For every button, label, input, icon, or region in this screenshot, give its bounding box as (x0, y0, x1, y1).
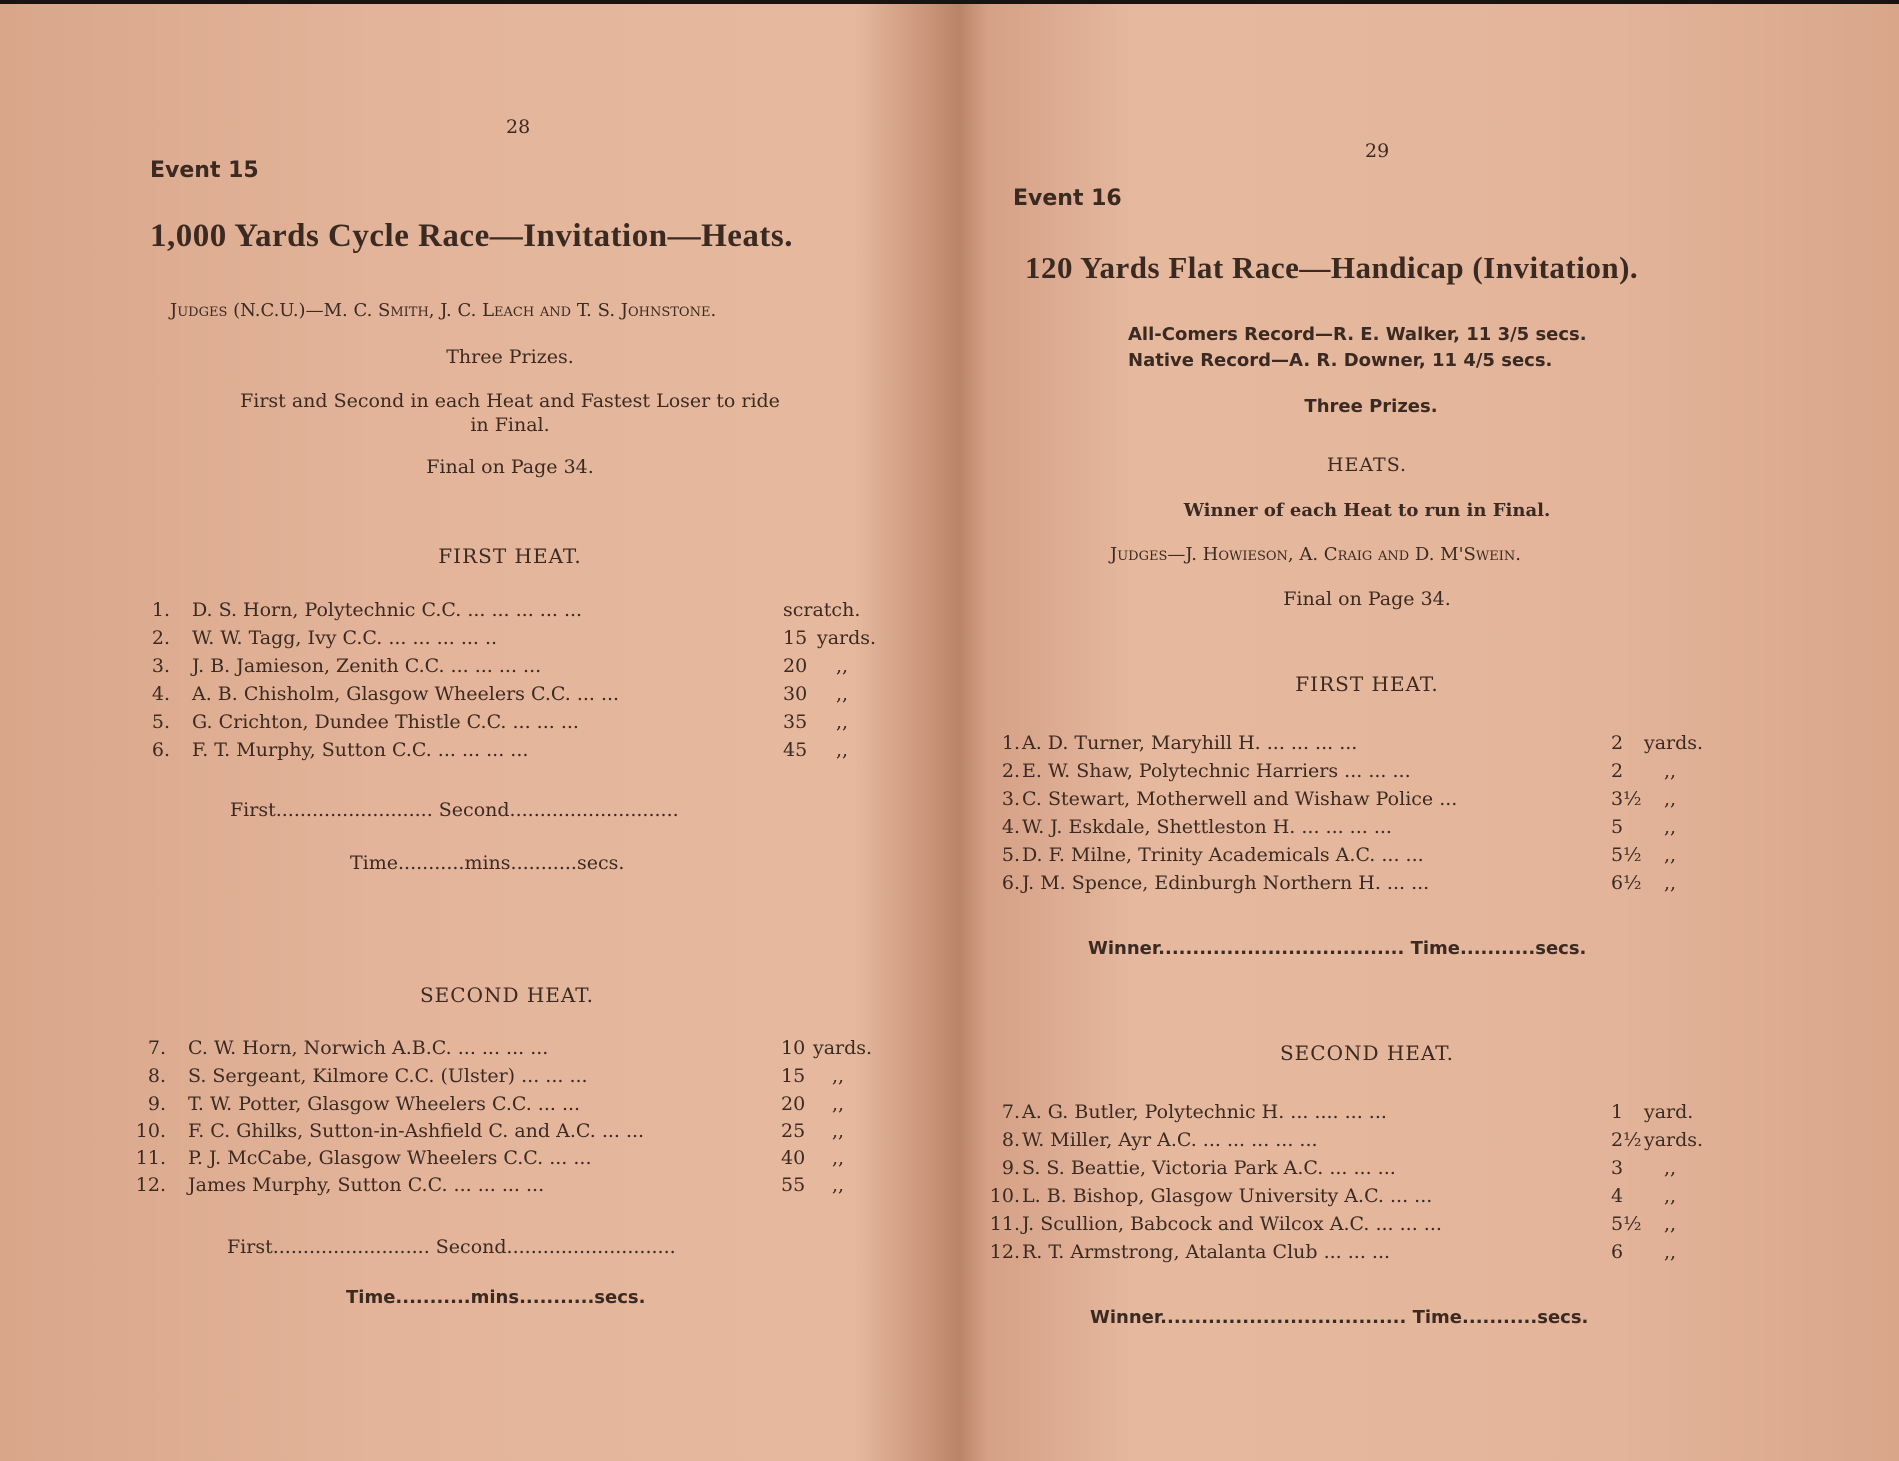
entry-unit: yards. (1644, 732, 1704, 754)
entry-number: 4. (1001, 816, 1020, 838)
second-heat-heading: SECOND HEAT. (1279, 1041, 1455, 1065)
entry-number: 9. (1001, 1157, 1020, 1179)
entry-number: 11. (989, 1213, 1020, 1235)
entry-unit: ,, (832, 1120, 845, 1142)
entry-name: D. S. Horn, Polytechnic C.C. ... ... ... ... ... (192, 599, 583, 621)
entry-number: 7. (147, 1037, 166, 1059)
entry-name: R. T. Armstrong, Atalanta Club ... ... ... (1022, 1241, 1391, 1263)
entry-handicap: 6 (1611, 1241, 1624, 1263)
rule-line-1: First and Second in each Heat and Fastest Loser to ride (240, 390, 780, 412)
judges-label: Judges (170, 300, 228, 321)
entry-number: 3. (1001, 788, 1020, 810)
entry-handicap: 5½ (1611, 1213, 1642, 1235)
entry-name: P. J. McCabe, Glasgow Wheelers C.C. ... ... (188, 1147, 592, 1169)
entry-handicap: 3 (1611, 1157, 1624, 1179)
record-line-1: All-Comers Record—R. E. Walker, 11 3/5 secs. (1128, 324, 1587, 345)
first-second-blank: First.......................... Second............................ (227, 1236, 676, 1258)
entry-name: W. J. Eskdale, Shettleston H. ... ... ... ... (1022, 816, 1392, 838)
entry-name: F. C. Ghilks, Sutton-in-Ashfield C. and A.C. ... ... (188, 1120, 645, 1142)
entry-number: 2. (151, 627, 170, 649)
entry-unit: ,, (1664, 844, 1677, 866)
first-heat-heading: FIRST HEAT. (1295, 672, 1439, 696)
heats-heading: HEATS. (1326, 454, 1408, 476)
entry-unit: ,, (836, 711, 849, 733)
programme-spread (0, 4, 1899, 1461)
entry-unit: ,, (832, 1147, 845, 1169)
entry-handicap: 15 (781, 1065, 806, 1087)
entry-name: J. M. Spence, Edinburgh Northern H. ... ... (1022, 872, 1430, 894)
entry-name: A. G. Butler, Polytechnic H. ... .... ... ... (1022, 1101, 1387, 1123)
winner-time-blank: Winner.................................... Time...........secs. (1090, 1307, 1589, 1328)
judges-names: (N.C.U.)—M. C. Smith, J. C. Leach and T. S. Johnstone. (233, 300, 717, 321)
heats-rule: Winner of each Heat to run in Final. (1183, 500, 1551, 521)
judges-names: —J. Howieson, A. Craig and D. M'Swein. (1167, 544, 1521, 565)
first-second-blank: First.......................... Second............................ (230, 799, 679, 821)
entry-unit: ,, (832, 1174, 845, 1196)
entry-handicap: 2 (1611, 760, 1624, 782)
entry-number: 12. (135, 1174, 166, 1196)
entry-handicap: 6½ (1611, 872, 1642, 894)
entry-unit: ,, (1664, 1213, 1677, 1235)
winner-time-blank: Winner.................................... Time...........secs. (1088, 938, 1587, 959)
record-line-2: Native Record—A. R. Downer, 11 4/5 secs. (1128, 350, 1553, 371)
entry-name: T. W. Potter, Glasgow Wheelers C.C. ... ... (188, 1093, 581, 1115)
page-number: 28 (506, 116, 531, 138)
entry-name: S. S. Beattie, Victoria Park A.C. ... ... ... (1022, 1157, 1396, 1179)
entry-name: C. W. Horn, Norwich A.B.C. ... ... ... ... (188, 1037, 549, 1059)
entry-unit: ,, (1664, 1157, 1677, 1179)
time-blank: Time...........mins...........secs. (346, 1287, 646, 1308)
entry-unit: ,, (1664, 1185, 1677, 1207)
event-title: 120 Yards Flat Race—Handicap (Invitation). (1025, 250, 1639, 285)
judges-line (1110, 544, 1521, 565)
page-number: 29 (1365, 140, 1390, 162)
first-heat-heading: FIRST HEAT. (438, 544, 582, 568)
event-label: Event 16 (1013, 186, 1122, 211)
entry-name: James Murphy, Sutton C.C. ... ... ... ... (188, 1174, 545, 1196)
entry-handicap: 15 (783, 627, 808, 649)
entry-unit: yards. (813, 1037, 873, 1059)
entry-name: F. T. Murphy, Sutton C.C. ... ... ... ... (192, 739, 529, 761)
left-page (0, 4, 940, 1461)
entry-number: 10. (135, 1120, 166, 1142)
entry-name: J. B. Jamieson, Zenith C.C. ... ... ... ... (192, 655, 542, 677)
entry-handicap: 30 (783, 683, 808, 705)
final-note: Final on Page 34. (1283, 588, 1451, 610)
entry-unit: ,, (1664, 1241, 1677, 1263)
judges-line (170, 300, 716, 321)
time-blank: Time...........mins...........secs. (350, 852, 625, 874)
entry-handicap: 45 (783, 739, 808, 761)
entry-handicap: 3½ (1611, 788, 1642, 810)
prizes-line: Three Prizes. (1304, 396, 1438, 417)
entry-number: 6. (151, 739, 170, 761)
entry-name: W. Miller, Ayr A.C. ... ... ... ... ... (1022, 1129, 1318, 1151)
entry-name: A. B. Chisholm, Glasgow Wheelers C.C. ... ... (192, 683, 620, 705)
entry-unit: ,, (1664, 872, 1677, 894)
entry-number: 8. (147, 1065, 166, 1087)
entry-name: S. Sergeant, Kilmore C.C. (Ulster) ... ... ... (188, 1065, 588, 1087)
entry-handicap: 4 (1611, 1185, 1624, 1207)
entry-number: 10. (989, 1185, 1020, 1207)
entry-unit: yards. (1644, 1129, 1704, 1151)
entry-handicap: 20 (783, 655, 808, 677)
prizes-line: Three Prizes. (446, 346, 574, 368)
entry-handicap: 20 (781, 1093, 806, 1115)
entry-handicap: 2 (1611, 732, 1624, 754)
entry-unit: ,, (836, 655, 849, 677)
entry-handicap: scratch. (783, 599, 861, 621)
entry-handicap: 1 (1611, 1101, 1624, 1123)
entry-unit: ,, (1664, 788, 1677, 810)
entry-number: 2. (1001, 760, 1020, 782)
entry-handicap: 55 (781, 1174, 806, 1196)
entry-unit: yards. (817, 627, 877, 649)
right-page (958, 4, 1899, 1461)
entry-handicap: 35 (783, 711, 808, 733)
entry-unit: ,, (832, 1093, 845, 1115)
rule-line-2: in Final. (470, 414, 550, 436)
entry-name: E. W. Shaw, Polytechnic Harriers ... ... ... (1022, 760, 1411, 782)
entry-unit: ,, (836, 739, 849, 761)
entry-handicap: 40 (781, 1147, 806, 1169)
entry-number: 12. (989, 1241, 1020, 1263)
event-title: 1,000 Yards Cycle Race—Invitation—Heats. (150, 218, 793, 254)
entry-number: 7. (1001, 1101, 1020, 1123)
entry-number: 4. (151, 683, 170, 705)
entry-unit: ,, (1664, 816, 1677, 838)
entry-handicap: 25 (781, 1120, 806, 1142)
entry-name: L. B. Bishop, Glasgow University A.C. ... ... (1022, 1185, 1433, 1207)
entry-number: 8. (1001, 1129, 1020, 1151)
entry-number: 1. (1001, 732, 1020, 754)
entry-number: 6. (1001, 872, 1020, 894)
entry-handicap: 10 (781, 1037, 806, 1059)
entry-unit: ,, (832, 1065, 845, 1087)
entry-name: W. W. Tagg, Ivy C.C. ... ... ... ... .. (192, 627, 498, 649)
entry-name: C. Stewart, Motherwell and Wishaw Police ... (1022, 788, 1458, 810)
entry-name: G. Crichton, Dundee Thistle C.C. ... ... ... (192, 711, 579, 733)
entry-name: A. D. Turner, Maryhill H. ... ... ... ... (1022, 732, 1358, 754)
second-heat-heading: SECOND HEAT. (419, 983, 595, 1007)
final-note: Final on Page 34. (426, 456, 594, 478)
entry-name: D. F. Milne, Trinity Academicals A.C. ... ... (1022, 844, 1424, 866)
entry-number: 5. (151, 711, 170, 733)
entry-unit: ,, (1664, 760, 1677, 782)
entry-unit: yard. (1644, 1101, 1694, 1123)
entry-number: 9. (147, 1093, 166, 1115)
entry-number: 3. (151, 655, 170, 677)
entry-handicap: 5½ (1611, 844, 1642, 866)
entry-unit: ,, (836, 683, 849, 705)
event-label: Event 15 (150, 158, 259, 183)
entry-number: 11. (135, 1147, 166, 1169)
entry-number: 5. (1001, 844, 1020, 866)
entry-handicap: 5 (1611, 816, 1624, 838)
entry-number: 1. (151, 599, 170, 621)
entry-name: J. Scullion, Babcock and Wilcox A.C. ... ... ... (1022, 1213, 1442, 1235)
judges-label: Judges (1110, 544, 1168, 565)
entry-handicap: 2½ (1611, 1129, 1642, 1151)
